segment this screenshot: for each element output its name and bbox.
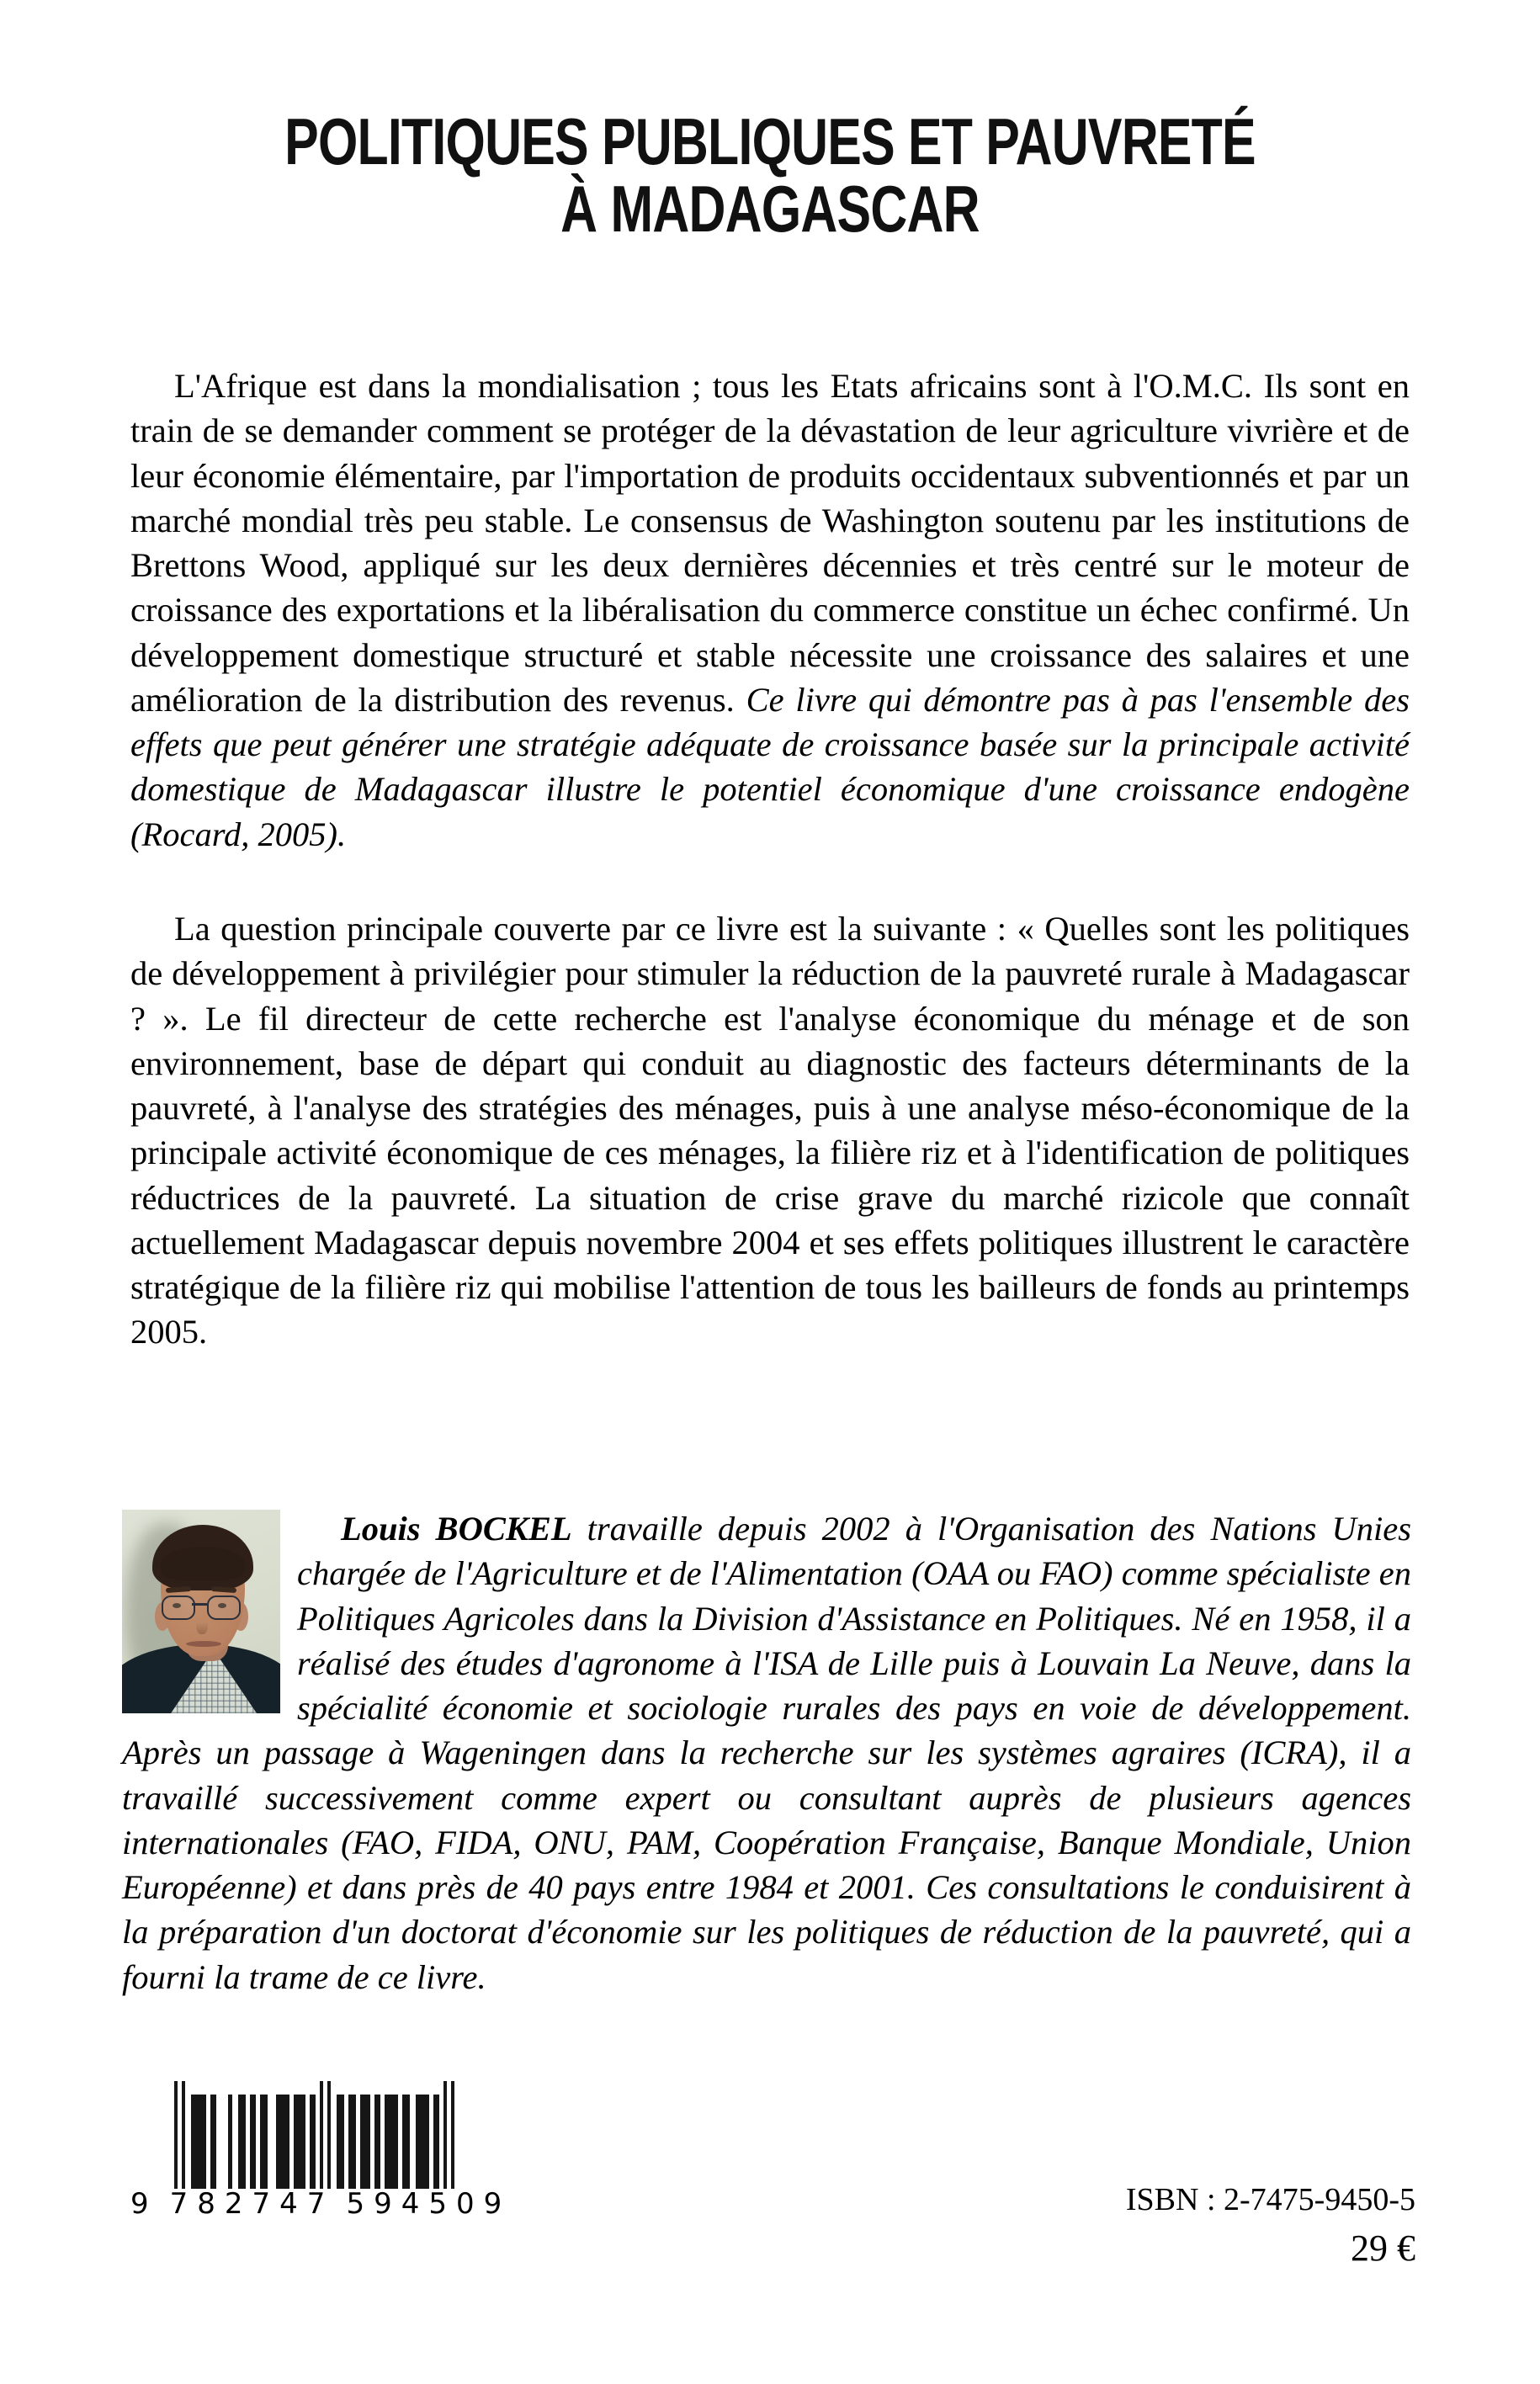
blurb-paragraph-two: La question principale couverte par ce livre est la suivante : « Quelles sont les politiques de développement à privilégier pour stimuler la réduction de la pauvreté rurale à Madagascar ? ». Le fil directeur de cette recherche est l'analyse économique du ménage et de son environnement, base de départ qui conduit au diagnostic des facteurs déterminants de la pauvreté, à l'analyse des stratégies des ménages, puis à une analyse méso-économique de la principale activité économique de ces ménages, la filière riz et à l'identification de politiques réductrices de la pauvreté. La situation de crise grave du marché rizicole que connaît actuellement Madagascar depuis novembre 2004 et ses effets politiques illustrent le caractère stratégique de la filière riz qui mobilise l'attention de tous les bailleurs de fonds au printemps 2005. (130, 910, 1410, 1351)
author-name: Louis BOCKEL (341, 1510, 572, 1548)
portrait-nose (196, 1611, 208, 1634)
blurb-paragraph-one-container (130, 364, 1410, 857)
blurb-paragraph-one-roman: L'Afrique est dans la mondialisation ; tous les Etats africains sont à l'O.M.C. Ils sont en train de se demander comment se protéger de la dévastation de leur agriculture vivrière et de leur économie élémentaire, par l'importation de produits occidentaux subventionnés et par un marché mondial très peu stable. Le consensus de Washington soutenu par les institutions de Brettons Wood, appliqué sur les deux dernières décennies et très centré sur le moteur de croissance des exportations et la libéralisation du commerce constitue un échec confirmé. Un développement domestique structuré et stable nécessite une croissance des salaires et une amélioration de la distribution des revenus. (130, 367, 1410, 719)
isbn-text: ISBN : 2-7475-9450-5 (1125, 2182, 1415, 2217)
portrait-mouth (186, 1641, 221, 1647)
title-line-1: POLITIQUES PUBLIQUES ET PAUVRETÉ (284, 104, 1256, 178)
barcode (130, 2081, 512, 2221)
author-bio-body: travaille depuis 2002 à l'Organisation des Nations Unies chargée de l'Agriculture et de l'Alimentation (OAA ou FAO) comme spécialiste en Politiques Agricoles dans la Division d'Assistance en Politiques. Né en 1958, il a réalisé des études d'agronome à l'ISA de Lille puis à Louvain La Neuve, dans la spécialité économie et sociologie rurales des pays en voie de développement. Après un passage à Wageningen dans la recherche sur les systèmes agraires (ICRA), il a travaillé successivement comme expert ou consultant auprès de plusieurs agences internationales (FAO, FIDA, ONU, PAM, Coopération Française, Banque Mondiale, Union Européenne) et dans près de 40 pays entre 1984 et 2001. Ces consultations le conduisirent à la préparation d'un doctorat d'économie sur les politiques de réduction de la pauvreté, qui a fourni la trame de ce livre. (122, 1510, 1411, 1996)
blurb-paragraph-one-italic: Ce livre qui démontre pas à pas l'ensemble des effets que peut générer une stratégie adéquate de croissance basée sur la principale activité domestique de Madagascar illustre le potentiel économique d'une croissance endogène (Rocard, 2005). (130, 680, 1410, 853)
author-bio-text (122, 1506, 1411, 1999)
author-portrait-photo (122, 1510, 280, 1713)
blurb-paragraph-two-container (130, 906, 1410, 1355)
page-title (130, 104, 1410, 247)
isbn-price-block (1126, 2183, 1415, 2271)
price-text: 29 € (1351, 2227, 1415, 2269)
barcode-bars (174, 2081, 509, 2189)
barcode-digits (130, 2187, 512, 2221)
title-line-2: À MADAGASCAR (560, 172, 980, 247)
barcode-group-one: 782747 (169, 2187, 335, 2221)
blurb-paragraph-one (130, 364, 1410, 857)
barcode-lead-digit: 9 (130, 2187, 151, 2221)
author-bio-block (122, 1506, 1411, 1999)
portrait-glasses-lens-left (162, 1596, 195, 1620)
portrait-glasses-bridge (192, 1603, 207, 1606)
portrait-glasses-lens-right (207, 1596, 241, 1620)
barcode-group-two: 594509 (346, 2187, 512, 2221)
